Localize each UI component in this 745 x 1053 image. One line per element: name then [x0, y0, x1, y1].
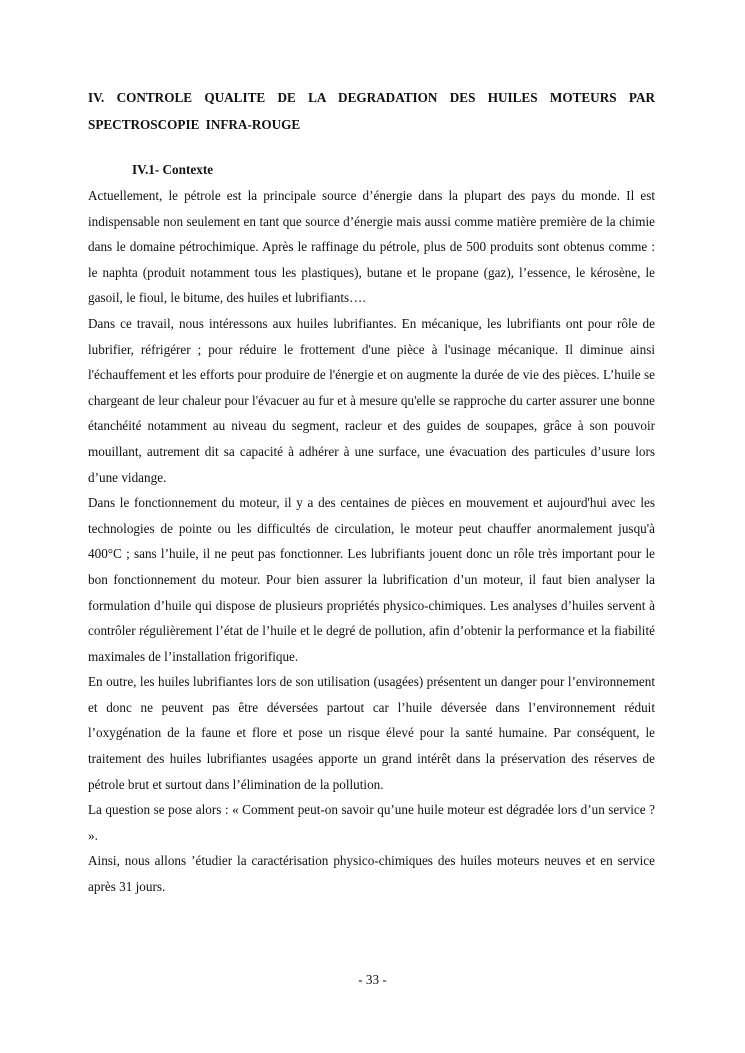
paragraph-question: La question se pose alors : « Comment peut-on savoir qu’une huile moteur est dégradée lors d’un service ? ».: [88, 802, 655, 843]
paragraph-environment: En outre, les huiles lubrifiantes lors de son utilisation (usagées) présentent un danger pour l’environnement et donc ne peuvent pas être déversées partout car l’huile déversée dans l’environnement réduit l’oxygénation de la faune et flore et pose un risque élevé pour la santé humaine. Par conséquent, le traitement des huiles lubrifiantes usagées apporte un grand intérêt dans la préservation des réserves de pétrole brut et surtout dans l’élimination de la pollution.: [88, 674, 655, 792]
paragraph-objective: Ainsi, nous allons ’étudier la caractérisation physico-chimiques des huiles moteurs neuves et en service après 31 jours.: [88, 853, 655, 895]
paragraph-lubricant-role: Dans ce travail, nous intéressons aux huiles lubrifiantes. En mécanique, les lubrifiants ont pour rôle de lubrifier, réfrigérer ; pour réduire le frottement d'une pièce à l'usinage mécanique. Il diminue ainsi l'échauffement et les efforts pour produire de l'énergie et on augmente la durée de vie des pièces. L’huile se chargeant de leur chaleur pour l'évacuer au fur et à mesure qu'elle se rapproche du carter assurer une bonne étanchéité notamment au niveau du segment, racleur et des guides de soupapes, grâce à son pouvoir mouillant, autrement dit sa capacité à adhérer à une surface, une évacuation des particules d’usure lors d’une vidange.: [88, 315, 655, 485]
section-title: IV. CONTROLE QUALITE DE LA DEGRADATION DES HUILES MOTEURS PAR SPECTROSCOPIE INFRA-ROUGE: [88, 90, 655, 132]
subsection-title: IV.1- Contexte: [132, 162, 214, 177]
paragraph-engine-operation: Dans le fonctionnement du moteur, il y a des centaines de pièces en mouvement et aujourd'hui avec les technologies de pointe ou les difficultés de circulation, le moteur peut chauffer anormalement jusqu'à 400°C ; sans l’huile, il ne peut pas fonctionner. Les lubrifiants jouent donc un rôle très important pour le bon fonctionnement du moteur. Pour bien assurer la lubrification d’un moteur, il faut bien analyser la formulation d’huile qui dispose de plusieurs propriétés physico-chimiques. Les analyses d’huiles servent à contrôler régulièrement l’état de l’huile et le degré de pollution, afin d’obtenir la performance et la fiabilité maximales de l’installation frigorifique.: [88, 495, 655, 664]
page-number: - 33 -: [358, 972, 387, 987]
document-page: [88, 84, 655, 900]
paragraph-context-intro: Actuellement, le pétrole est la principale source d’énergie dans la plupart des pays du monde. Il est indispensable non seulement en tant que source d’énergie mais aussi comme matière première de la chimie dans le domaine pétrochimique. Après le raffinage du pétrole, plus de 500 produits sont obtenus comme : le naphta (produit notamment tous les plastiques), butane et le propane (gaz), l’essence, le kérosène, le gasoil, le fioul, le bitume, des huiles et lubrifiants….: [88, 188, 655, 306]
